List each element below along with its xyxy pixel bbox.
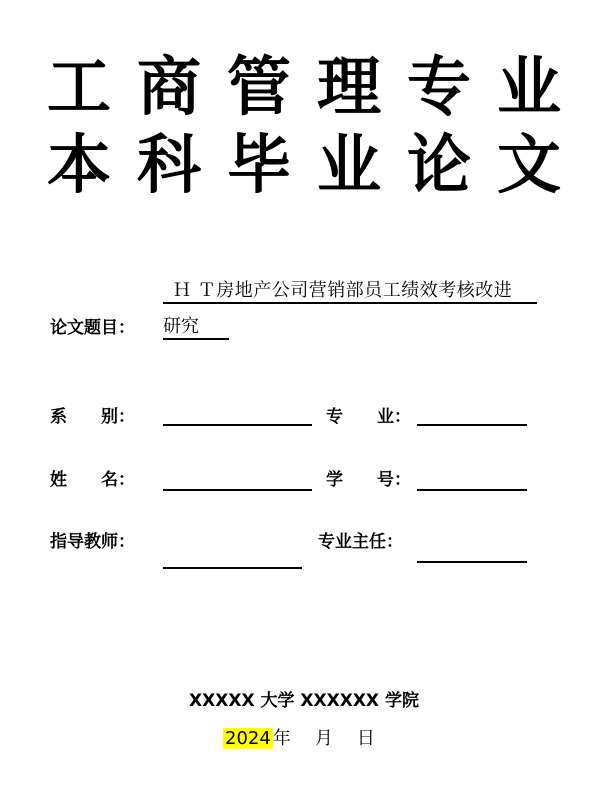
- cover-title-line-1: 工商管理专业: [47, 51, 587, 125]
- department-label: 系 别：: [50, 407, 135, 427]
- advisor-field[interactable]: [163, 567, 302, 569]
- cover-title-line-2: 本科毕业论文: [47, 129, 587, 203]
- department-field[interactable]: [163, 424, 312, 426]
- director-field[interactable]: [417, 561, 527, 563]
- thesis-title-label: 论文题目：: [50, 318, 135, 338]
- date-day: 日: [356, 728, 375, 749]
- name-label: 姓 名：: [50, 470, 135, 490]
- date-year: 2024: [225, 728, 271, 749]
- name-field[interactable]: [163, 489, 312, 491]
- school-name: XXXXX 大学 XXXXXX 学院: [189, 691, 419, 711]
- major-label: 专 业：: [326, 407, 411, 427]
- student-id-label: 学 号：: [326, 470, 411, 490]
- thesis-title-line-2: 研究: [163, 317, 229, 340]
- student-id-field[interactable]: [417, 489, 527, 491]
- date-year-suffix: 年: [272, 728, 291, 749]
- advisor-label: 指导教师：: [50, 532, 135, 552]
- thesis-title-line-1: Ｈ Ｔ房地产公司营销部员工绩效考核改进: [163, 280, 537, 304]
- submission-date: [223, 727, 375, 751]
- director-label: 专业主任：: [318, 532, 403, 552]
- major-field[interactable]: [417, 424, 527, 426]
- date-month: 月: [314, 728, 333, 749]
